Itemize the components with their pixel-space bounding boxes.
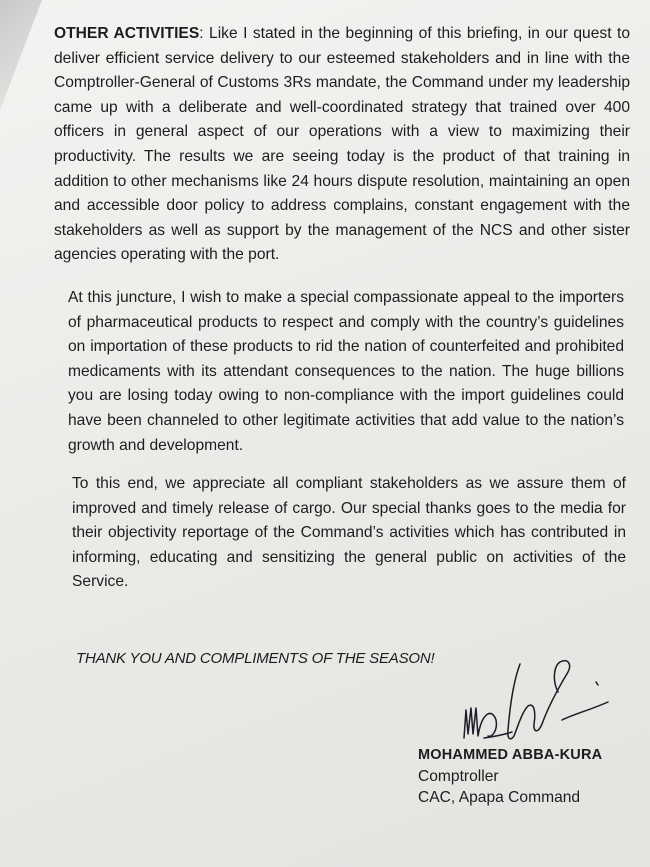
- section-heading: OTHER ACTIVITIES: [54, 25, 200, 42]
- paragraph-appeal: At this juncture, I wish to make a special compassionate appeal to the importers of pharmaceutical products to respect and comply with the country’s guidelines on importation of these products to rid the nation of counterfeited and prohibited medicaments with its attendant consequences to the nation. The huge billions you are losing today owing to non-compliance with the import guidelines could have been channeled to other legitimate activities that add value to the nation’s growth and development.: [68, 288, 624, 454]
- paragraph-other-activities: [54, 22, 630, 268]
- signatory-block: [418, 745, 602, 808]
- page-fold-shadow: [0, 0, 42, 110]
- signatory-title: Comptroller: [418, 768, 499, 785]
- handwritten-signature: [450, 650, 630, 745]
- paragraph-appreciation: To this end, we appreciate all compliant stakeholders as we assure them of improved and timely release of cargo. Our special thanks goes to the media for their objectivity reportage of the Command’s activities which has contributed in informing, educating and sensitizing the general public on activities of the Service.: [72, 475, 626, 591]
- signatory-command: CAC, Apapa Command: [418, 789, 581, 806]
- paragraph-text: : Like I stated in the beginning of this briefing, in our quest to deliver efficient service delivery to our esteemed stakeholders and in line with the Comptroller-General of Customs 3Rs mandate, the Command under my leadership came up with a deliberate and well-coordinated strategy that trained over 400 officers in general aspect of our operations with a view to maximizing their productivity. The results we are seeing today is the product of that training in addition to other mechanisms like 24 hours dispute resolution, maintaining an open and accessible door policy to address complains, constant engagement with the stakeholders as well as support by the management of the NCS and other sister agencies operating with the port.: [54, 25, 630, 264]
- closing-line: THANK YOU AND COMPLIMENTS OF THE SEASON!: [76, 650, 435, 667]
- letter-body: [54, 22, 632, 595]
- signatory-name: MOHAMMED ABBA-KURA: [418, 747, 603, 763]
